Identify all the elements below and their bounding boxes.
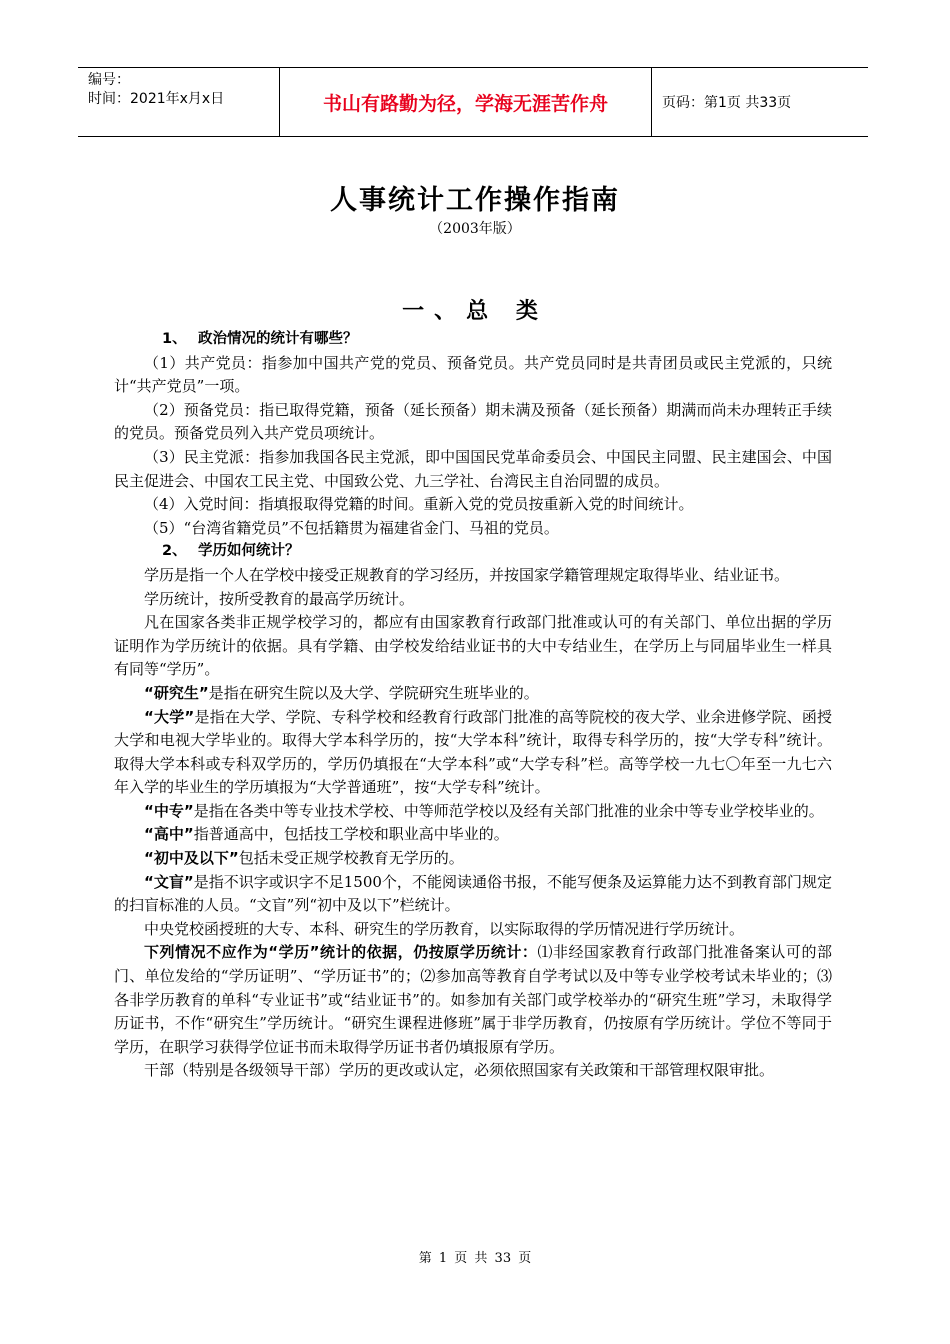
number-label: 编号： bbox=[88, 72, 130, 88]
document-title: 人事统计工作操作指南 bbox=[330, 185, 620, 216]
term-text: 是指在各类中等专业技术学校、中等师范学校以及经有关部门批准的业余中等专业学校毕业的。 bbox=[193, 801, 824, 820]
header-meta bbox=[78, 68, 280, 136]
paragraph bbox=[114, 682, 832, 706]
document-body bbox=[114, 328, 832, 1083]
paragraph bbox=[114, 823, 832, 847]
term-text: 是指在研究生院以及大学、学院研究生班毕业的。 bbox=[208, 683, 539, 702]
term-text: 指普通高中，包括技工学校和职业高中毕业的。 bbox=[193, 825, 509, 844]
header-motto: 书山有路勤为径，学海无涯苦作舟 bbox=[280, 68, 652, 136]
document-edition: （2003年版） bbox=[429, 221, 521, 237]
term-text: ⑴非经国家教育行政部门批准备案认可的部门、单位发给的“学历证明”、“学历证书”的；⑵参加高等教育自学考试以及中等专业学校考试未毕业的；⑶各非学历教育的单科“专业证书”或“结业证书”的。如参加有关部门或学校举办的“研究生班”学习，未取得学历证书，不作“研究生”学历统计。“研究生课程进修班”属于非学历教育，仍按原有学历统计。学位不等同于学历，在职学习获得学位证书而未取得学历证书者仍填报原有学历。 bbox=[114, 943, 832, 1056]
header-page-info: 页码：第1页 共33页 bbox=[662, 95, 792, 111]
term-text: 是指不识字或识字不足1500个，不能阅读通俗书报，不能写便条及运算能力达不到教育部门规定的扫盲标准的人员。“文盲”列“初中及以下”栏统计。 bbox=[114, 872, 832, 915]
paragraph: 学历是指一个人在学校中接受正规教育的学习经历，并按国家学籍管理规定取得毕业、结业证书。 bbox=[144, 565, 790, 584]
paragraph bbox=[114, 847, 832, 871]
time-label: 时间：2021年x月x日 bbox=[88, 91, 225, 107]
paragraph: 干部（特别是各级领导干部）学历的更改或认定，必须依照国家有关政策和干部管理权限审批。 bbox=[144, 1061, 775, 1080]
paragraph: （4）入党时间：指填报取得党籍的时间。重新入党的党员按重新入党的时间统计。 bbox=[144, 495, 694, 514]
question-heading-1 bbox=[114, 328, 832, 352]
paragraph bbox=[114, 871, 832, 918]
term-label: “文盲” bbox=[144, 872, 194, 891]
term-label: 下列情况不应作为“学历”统计的依据，仍按原学历统计： bbox=[144, 943, 538, 962]
term-label: “大学” bbox=[144, 707, 195, 726]
question-number: 2、 bbox=[162, 543, 187, 560]
term-text: 是指在大学、学院、专科学校和经教育行政部门批准的高等院校的夜大学、业余进修学院、函授大学和电视大学毕业的。取得大学本科学历的，按“大学本科”统计，取得专科学历的，按“大学专科”统计。取得大学本科或专科双学历的，学历仍填报在“大学本科”或“大学专科”栏。高等学校一九七〇年至一九七六年入学的毕业生的学历填报为“大学普通班”，按“大学专科”统计。 bbox=[114, 707, 833, 797]
paragraph: （5）“台湾省籍党员”不包括籍贯为福建省金门、马祖的党员。 bbox=[144, 518, 559, 537]
question-title: 政治情况的统计有哪些？ bbox=[198, 331, 358, 347]
paragraph bbox=[114, 800, 832, 824]
paragraph bbox=[114, 706, 832, 800]
paragraph: （2）预备党员：指已取得党籍，预备（延长预备）期未满及预备（延长预备）期满而尚未办理转正手续的党员。预备党员列入共产党员项统计。 bbox=[114, 400, 832, 443]
page-footer: 第 1 页 共 33 页 bbox=[418, 1251, 532, 1266]
paragraph: 凡在国家各类非正规学校学习的，都应有由国家教育行政部门批准或认可的有关部门、单位出据的学历证明作为学历统计的依据。具有学籍、由学校发给结业证书的大中专结业生，在学历上与同届毕业生一样具有同等“学历”。 bbox=[114, 613, 832, 679]
term-label: “高中” bbox=[144, 825, 194, 844]
paragraph: 学历统计，按所受教育的最高学历统计。 bbox=[144, 589, 415, 608]
paragraph: （3）民主党派：指参加我国各民主党派，即中国国民党革命委员会、中国民主同盟、民主建国会、中国民主促进会、中国农工民主党、中国致公党、九三学社、台湾民主自治同盟的成员。 bbox=[114, 447, 832, 490]
paragraph: 中央党校函授班的大专、本科、研究生的学历教育，以实际取得的学历情况进行学历统计。 bbox=[144, 919, 745, 938]
paragraph bbox=[114, 941, 832, 1059]
term-text: 包括未受正规学校教育无学历的。 bbox=[238, 849, 464, 868]
paragraph: （1）共产党员：指参加中国共产党的党员、预备党员。共产党员同时是共青团员或民主党派的，只统计“共产党员”一项。 bbox=[114, 353, 832, 396]
term-label: “初中及以下” bbox=[144, 849, 239, 868]
question-number: 1、 bbox=[162, 331, 187, 347]
term-label: “研究生” bbox=[144, 683, 209, 702]
question-title: 学历如何统计？ bbox=[198, 543, 300, 560]
section-heading: 一、总 类 bbox=[402, 299, 548, 324]
term-label: “中专” bbox=[144, 801, 194, 820]
question-heading-2 bbox=[114, 540, 832, 564]
document-header bbox=[78, 67, 868, 137]
